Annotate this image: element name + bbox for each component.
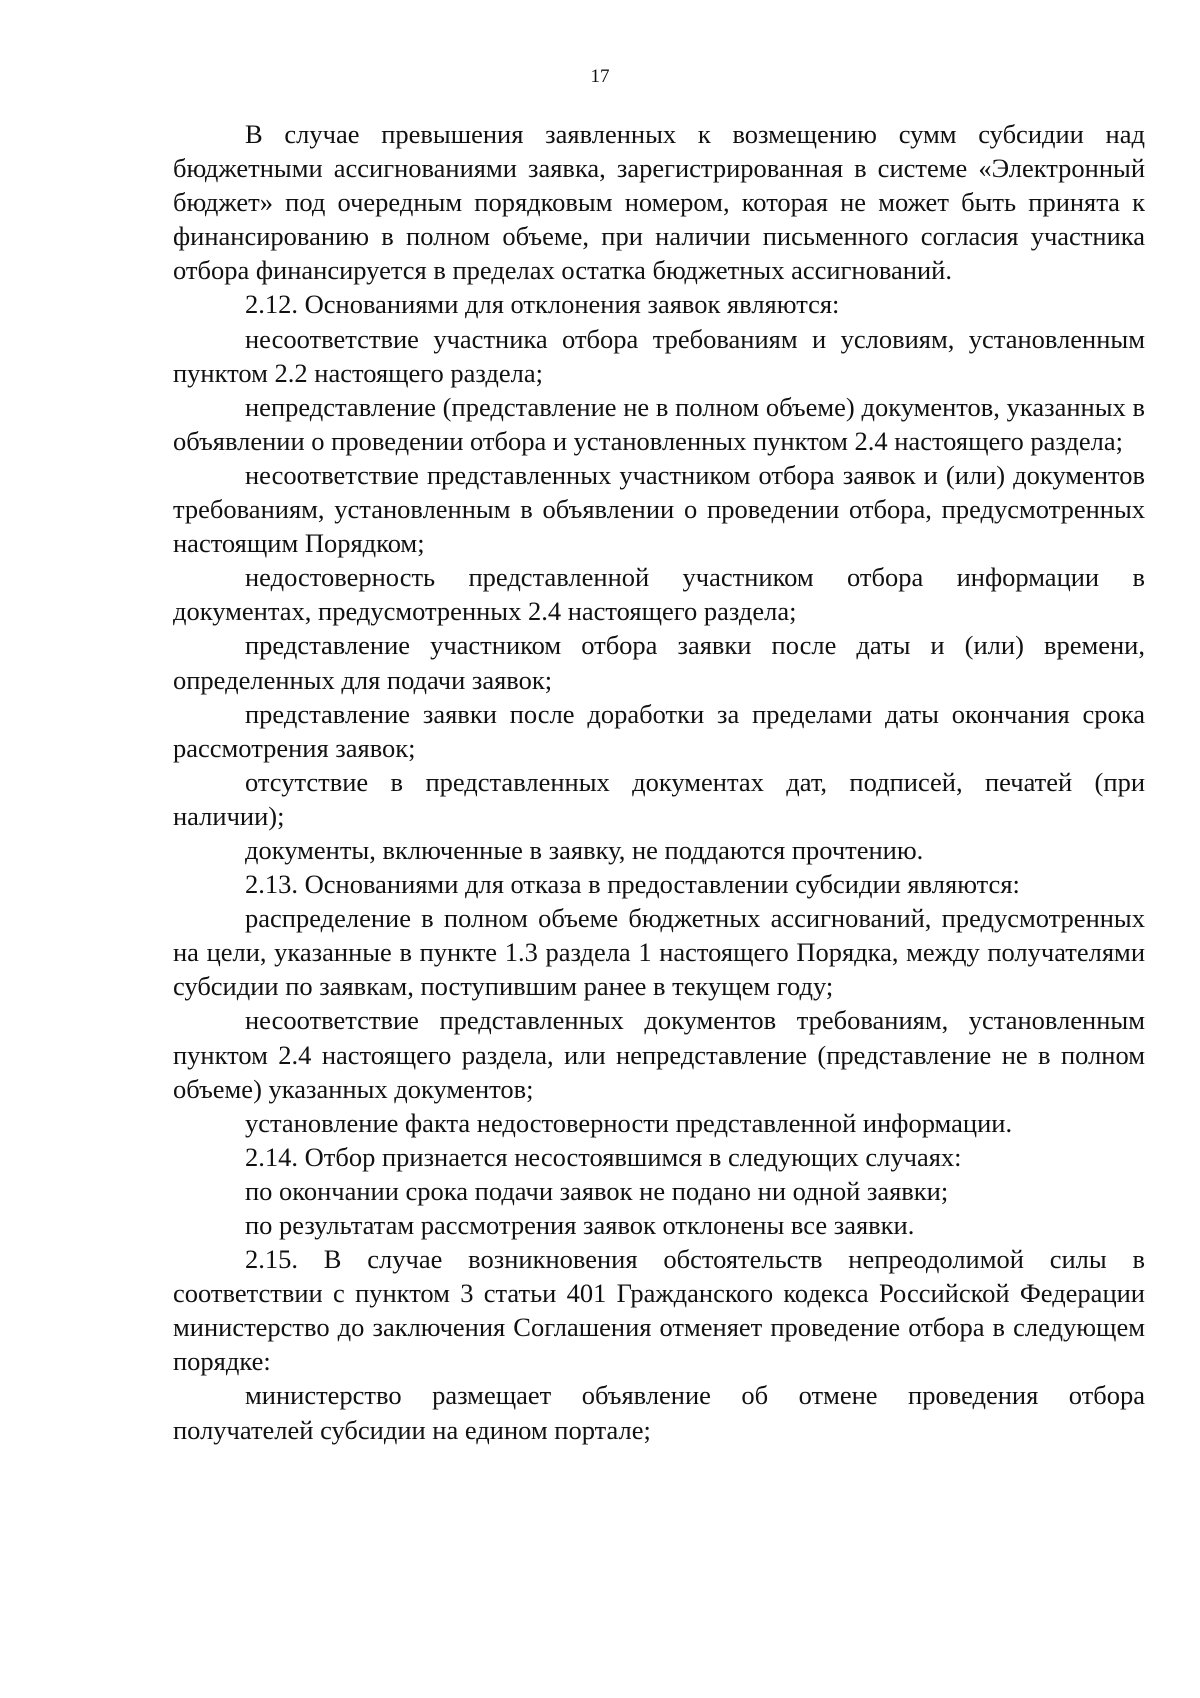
paragraph-refusal-reason-2: несоответствие представленных документов требованиям, установленным пунктом 2.4 настоящего раздела, или непредставление (представление не в полном объеме) указанных документов;	[173, 1005, 1145, 1104]
paragraph-failed-selection-2: по результатам рассмотрения заявок отклонены все заявки.	[245, 1210, 915, 1240]
paragraph-rejection-reason-7: отсутствие в представленных документах дат, подписей, печатей (при наличии);	[173, 766, 1145, 831]
paragraph-refusal-reason-1: распределение в полном объеме бюджетных ассигнований, предусмотренных на цели, указанные в пункте 1.3 раздела 1 настоящего Порядка, между получателями субсидии по заявкам, поступившим ранее в текущем году;	[173, 903, 1145, 1002]
paragraph-refusal-reason-3: установление факта недостоверности представленной информации.	[245, 1107, 1013, 1138]
paragraph-excess-amounts: В случае превышения заявленных к возмещению сумм субсидии над бюджетными ассигнованиями заявка, зарегистрированная в системе «Электронный бюджет» под очередным порядковым номером, которая не может быть принята к финансированию в полном объеме, при наличии письменного согласия участника отбора финансируется в пределах остатка бюджетных ассигнований.	[173, 119, 1145, 286]
paragraph-cancellation-notice: министерство размещает объявление об отмене проведения отбора получателей субсидии на едином портале;	[173, 1380, 1145, 1445]
paragraph-rejection-reason-4: недостоверность представленной участником отбора информации в документах, предусмотренных 2.4 настоящего раздела;	[173, 562, 1145, 627]
paragraph-2-13-heading: 2.13. Основаниями для отказа в предоставлении субсидии являются:	[245, 869, 1020, 900]
document-body	[173, 117, 1145, 1447]
paragraph-rejection-reason-5: представление участником отбора заявки после даты и (или) времени, определенных для подачи заявок;	[173, 630, 1145, 695]
paragraph-rejection-reason-8: документы, включенные в заявку, не поддаются прочтению.	[245, 834, 924, 865]
paragraph-2-12-heading: 2.12. Основаниями для отклонения заявок являются:	[245, 289, 840, 320]
paragraph-2-15: 2.15. В случае возникновения обстоятельств непреодолимой силы в соответствии с пунктом 3 статьи 401 Гражданского кодекса Российской Федерации министерство до заключения Соглашения отменяет проведение отбора в следующем порядке:	[173, 1244, 1145, 1377]
paragraph-rejection-reason-2: непредставление (представление не в полном объеме) документов, указанных в объявлении о проведении отбора и установленных пунктом 2.4 настоящего раздела;	[173, 391, 1145, 456]
page-number: 17	[590, 66, 610, 87]
paragraph-failed-selection-1: по окончании срока подачи заявок не подано ни одной заявки;	[245, 1175, 949, 1206]
paragraph-rejection-reason-3: несоответствие представленных участником отбора заявок и (или) документов требованиям, установленным в объявлении о проведении отбора, предусмотренных настоящим Порядком;	[173, 459, 1145, 559]
paragraph-rejection-reason-6: представление заявки после доработки за пределами даты окончания срока рассмотрения заявок;	[173, 698, 1145, 763]
paragraph-rejection-reason-1: несоответствие участника отбора требованиям и условиям, установленным пунктом 2.2 настоящего раздела;	[173, 323, 1145, 388]
paragraph-2-14-heading: 2.14. Отбор признается несостоявшимся в следующих случаях:	[245, 1141, 962, 1172]
